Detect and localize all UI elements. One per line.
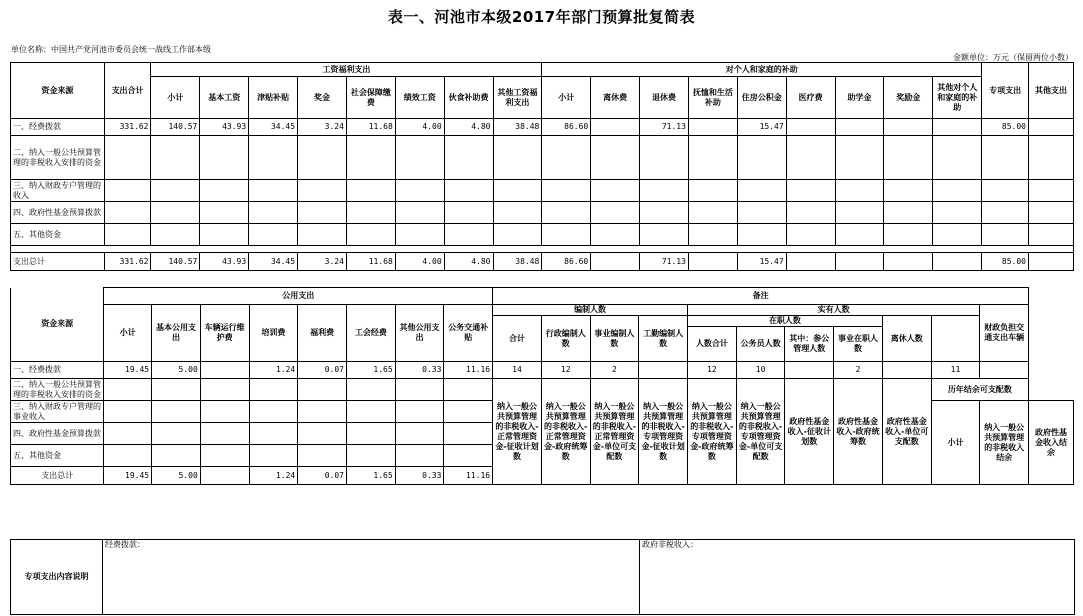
header-wage-col: 基本工资 [200, 77, 249, 119]
cell-public [395, 401, 444, 423]
cell-actual: 2 [834, 362, 883, 379]
cell-public [249, 423, 298, 445]
cell-wage [346, 136, 395, 180]
cell-wage: 3.24 [298, 253, 347, 271]
cell-family: 71.13 [640, 119, 689, 136]
cell-other [1029, 253, 1074, 271]
cell-wage [444, 180, 493, 202]
cell-wage [346, 180, 395, 202]
cell-public [444, 445, 493, 467]
header-actual-col: 人数合计 [688, 327, 737, 362]
cell-family [884, 119, 933, 136]
cell-wage: 43.93 [200, 253, 249, 271]
cell-family [884, 224, 933, 246]
cell-wage: 4.00 [395, 253, 444, 271]
cell-family [737, 136, 786, 180]
cell-wage [395, 202, 444, 224]
cell-family [786, 119, 835, 136]
cell-family [688, 202, 737, 224]
cell-wage [493, 136, 542, 180]
header-staffing: 编制人数 [493, 305, 688, 316]
row-label: 一、经费拨款 [11, 362, 104, 379]
cell-total [104, 180, 151, 202]
cell-public [298, 401, 347, 423]
header-public-col: 公务交通补贴 [444, 305, 493, 362]
header-public-col: 车辆运行维护费 [200, 305, 249, 362]
cell-wage [298, 180, 347, 202]
cell-family [688, 136, 737, 180]
cell-other [1029, 136, 1074, 180]
cell-wage: 4.00 [395, 119, 444, 136]
cell-family [542, 202, 591, 224]
report-title: 表一、河池市本级2017年部门预算批复简表 [387, 8, 696, 26]
header-prior-col: 纳入一般公共预算管理的非税收入结余 [980, 401, 1029, 485]
cell-public: 11.16 [444, 362, 493, 379]
header-family-col: 住房公积金 [737, 77, 786, 119]
cell-family [933, 119, 982, 136]
cell-public: 19.45 [104, 467, 152, 485]
cell-family: 86.60 [542, 253, 591, 271]
cell-family [835, 119, 884, 136]
cell-actual-retired: 11 [931, 362, 980, 379]
cell-actual [882, 362, 931, 379]
cell-public: 11.16 [444, 467, 493, 485]
cell-wage [493, 202, 542, 224]
header-income-col: 纳入一般公共预算管理的非税收入-专项管理资金-政府统筹数 [688, 379, 737, 485]
cell-staff: 2 [590, 362, 639, 379]
money-unit: 金额单位：万元（保留两位小数） [953, 53, 1073, 62]
header-finance-vehicle: 财政负担交通支出车辆 [980, 305, 1029, 362]
header-family-col: 离休费 [591, 77, 640, 119]
cell-family: 15.47 [737, 253, 786, 271]
special-notes-table [10, 539, 1075, 615]
cell-family [737, 202, 786, 224]
cell-public: 1.65 [346, 467, 395, 485]
cell-family: 15.47 [737, 119, 786, 136]
header-actual-col: 其中：参公管理人数 [785, 327, 834, 362]
header-staff-col: 事业编制人数 [590, 316, 639, 362]
header-staff-col: 工勤编制人数 [639, 316, 688, 362]
cell-public [104, 423, 152, 445]
special-notes-label: 专项支出内容说明 [11, 540, 103, 615]
cell-public [444, 379, 493, 401]
cell-other [1029, 224, 1074, 246]
row-label: 五、其他资金 [11, 445, 104, 467]
header-wage-col: 其他工资福利支出 [493, 77, 542, 119]
cell-wage: 38.48 [493, 119, 542, 136]
cell-other [1029, 180, 1074, 202]
header-wage-col: 津贴补贴 [249, 77, 298, 119]
header-actual-col: 公务员人数 [736, 327, 785, 362]
header-public-col: 工会经费 [346, 305, 395, 362]
table-row [11, 136, 1074, 180]
cell-wage: 43.93 [200, 119, 249, 136]
row-label: 三、纳入财政专户管理的收入 [11, 180, 105, 202]
cell-family [542, 224, 591, 246]
header-special: 专项支出 [982, 63, 1029, 119]
header-wage-col: 社会保障缴费 [346, 77, 395, 119]
row-label: 四、政府性基金预算拨款 [11, 423, 104, 445]
cell-special [982, 224, 1029, 246]
special-notes-funds: 经费拨款： [103, 540, 640, 615]
cell-special [982, 136, 1029, 180]
cell-wage [346, 224, 395, 246]
cell-public: 1.65 [346, 362, 395, 379]
cell-family [640, 136, 689, 180]
header-family-col: 小计 [542, 77, 591, 119]
cell-actual [785, 362, 834, 379]
row-label: 支出总计 [11, 467, 104, 485]
cell-wage [395, 180, 444, 202]
cell-wage [395, 136, 444, 180]
cell-wage [249, 136, 298, 180]
header-public-col: 福利费 [298, 305, 347, 362]
cell-public [152, 401, 201, 423]
cell-family [591, 180, 640, 202]
cell-public [152, 423, 201, 445]
row-label: 三、纳入财政专户管理的事业收入 [11, 401, 104, 423]
cell-family [835, 202, 884, 224]
header-wage-group: 工资福利支出 [151, 63, 542, 77]
cell-total: 331.62 [104, 253, 151, 271]
cell-family [933, 202, 982, 224]
header-retired-off: 离休人数 [882, 316, 931, 362]
cell-public: 0.33 [395, 467, 444, 485]
cell-wage [298, 224, 347, 246]
cell-public: 1.24 [249, 362, 298, 379]
header-incumbent: 在职人数 [688, 316, 883, 327]
cell-family [640, 180, 689, 202]
cell-wage [493, 224, 542, 246]
cell-wage [444, 224, 493, 246]
header-family-col: 抚恤和生活补助 [688, 77, 737, 119]
cell-family [591, 119, 640, 136]
cell-special [982, 202, 1029, 224]
cell-public [346, 423, 395, 445]
cell-family [786, 224, 835, 246]
header-wage-col: 伙食补助费 [444, 77, 493, 119]
cell-public [200, 445, 249, 467]
header-source-2: 资金来源 [11, 288, 104, 362]
cell-family [786, 253, 835, 271]
cell-total [104, 224, 151, 246]
cell-wage [346, 202, 395, 224]
header-actual: 实有人数 [688, 305, 980, 316]
cell-family [640, 224, 689, 246]
cell-public [200, 401, 249, 423]
cell-staff: 14 [493, 362, 542, 379]
cell-public [395, 445, 444, 467]
table-row [11, 119, 1074, 136]
cell-public [395, 379, 444, 401]
header-family-col: 其他对个人和家庭的补助 [933, 77, 982, 119]
header-public-group: 公用支出 [104, 288, 493, 305]
cell-public [346, 379, 395, 401]
cell-public [200, 379, 249, 401]
cell-family [884, 253, 933, 271]
cell-wage: 3.24 [298, 119, 347, 136]
cell-public [200, 362, 249, 379]
cell-public [152, 379, 201, 401]
cell-family [835, 253, 884, 271]
header-income-col: 纳入一般公共预算管理的非税收入-专项管理资金-单位可支配数 [736, 379, 785, 485]
header-staff-col: 合计 [493, 316, 542, 362]
row-label: 二、纳入一般公共预算管理的非税收入安排的资金 [11, 136, 105, 180]
cell-total [104, 202, 151, 224]
cell-family [786, 202, 835, 224]
header-prior-year: 历年结余可支配数 [931, 379, 1028, 401]
cell-total: 331.62 [104, 119, 151, 136]
row-label: 四、政府性基金预算拨款 [11, 202, 105, 224]
row-label: 一、经费拨款 [11, 119, 105, 136]
cell-wage: 11.68 [346, 119, 395, 136]
cell-wage [249, 202, 298, 224]
cell-wage: 140.57 [151, 253, 200, 271]
cell-family [542, 136, 591, 180]
cell-wage: 11.68 [346, 253, 395, 271]
header-income-col: 政府性基金收入-单位可支配数 [882, 379, 931, 485]
cell-wage [151, 224, 200, 246]
cell-family [835, 180, 884, 202]
header-wage-col: 绩效工资 [395, 77, 444, 119]
table-row [11, 253, 1074, 271]
header-income-col: 纳入一般公共预算管理的非税收入-正常管理资金-征收计划数 [493, 379, 542, 485]
special-notes-nontax: 政府非税收入： [640, 540, 1075, 615]
cell-public [298, 423, 347, 445]
table-row [11, 362, 1074, 379]
header-wage-col: 奖金 [298, 77, 347, 119]
cell-wage [200, 202, 249, 224]
header-public-col: 培训费 [249, 305, 298, 362]
header-total: 支出合计 [104, 63, 151, 119]
cell-family [884, 136, 933, 180]
cell-public [249, 445, 298, 467]
cell-family [933, 224, 982, 246]
cell-other [1029, 119, 1074, 136]
cell-actual: 12 [688, 362, 737, 379]
cell-public: 0.07 [298, 467, 347, 485]
cell-wage [151, 202, 200, 224]
cell-wage [200, 224, 249, 246]
cell-public: 5.00 [152, 467, 201, 485]
cell-other [1029, 202, 1074, 224]
cell-family [835, 136, 884, 180]
cell-family [884, 202, 933, 224]
table-row [11, 224, 1074, 246]
cell-public [444, 423, 493, 445]
cell-family [591, 253, 640, 271]
header-public-col: 其他公用支出 [395, 305, 444, 362]
cell-wage [249, 180, 298, 202]
cell-public [298, 445, 347, 467]
cell-special: 85.00 [982, 119, 1029, 136]
cell-family [933, 136, 982, 180]
cell-family: 86.60 [542, 119, 591, 136]
cell-family [737, 224, 786, 246]
cell-wage [200, 136, 249, 180]
header-income-col: 纳入一般公共预算管理的非税收入-专项管理资金-征收计划数 [639, 379, 688, 485]
row-label: 五、其他资金 [11, 224, 105, 246]
cell-family [688, 119, 737, 136]
cell-family [933, 253, 982, 271]
cell-staff [639, 362, 688, 379]
cell-public [298, 379, 347, 401]
header-family-col: 医疗费 [786, 77, 835, 119]
header-income-col: 政府性基金收入-征收计划数 [785, 379, 834, 485]
cell-family [542, 180, 591, 202]
header-source: 资金来源 [11, 63, 105, 119]
cell-wage: 4.80 [444, 119, 493, 136]
header-income-col: 纳入一般公共预算管理的非税收入-正常管理资金-政府统筹数 [541, 379, 590, 485]
header-other: 其他支出 [1029, 63, 1074, 119]
cell-family [933, 180, 982, 202]
cell-public: 0.07 [298, 362, 347, 379]
cell-family: 71.13 [640, 253, 689, 271]
cell-public [249, 379, 298, 401]
header-wage-col: 小计 [151, 77, 200, 119]
cell-public [152, 445, 201, 467]
header-family-col: 退休费 [640, 77, 689, 119]
cell-wage [249, 224, 298, 246]
cell-wage [151, 180, 200, 202]
row-label: 二、纳入一般公共预算管理的非税收入安排的资金 [11, 379, 104, 401]
cell-family [688, 253, 737, 271]
header-note-group: 备注 [493, 288, 1029, 305]
cell-family [591, 136, 640, 180]
cell-family [884, 180, 933, 202]
header-public-col: 小计 [104, 305, 152, 362]
budget-table-public [10, 287, 1074, 485]
row-label: 支出总计 [11, 253, 105, 271]
cell-wage [200, 180, 249, 202]
cell-family [591, 202, 640, 224]
cell-public: 5.00 [152, 362, 201, 379]
cell-wage [298, 136, 347, 180]
cell-wage: 34.45 [249, 119, 298, 136]
cell-wage: 140.57 [151, 119, 200, 136]
cell-special: 85.00 [982, 253, 1029, 271]
cell-fin [980, 362, 1029, 379]
cell-wage [444, 202, 493, 224]
cell-wage: 4.80 [444, 253, 493, 271]
cell-family [835, 224, 884, 246]
header-prior-col: 政府性基金收入结余 [1029, 401, 1074, 485]
table-row [11, 379, 1074, 401]
header-income-col: 政府性基金收入-政府统筹数 [834, 379, 883, 485]
cell-family [640, 202, 689, 224]
cell-family [591, 224, 640, 246]
header-prior-col: 小计 [931, 401, 980, 485]
table-row [11, 202, 1074, 224]
cell-public [249, 401, 298, 423]
budget-table-wage [10, 62, 1074, 271]
cell-public [395, 423, 444, 445]
cell-public: 19.45 [104, 362, 152, 379]
cell-wage [444, 136, 493, 180]
header-income-col: 纳入一般公共预算管理的非税收入-正常管理资金-单位可支配数 [590, 379, 639, 485]
cell-actual: 10 [736, 362, 785, 379]
cell-public [104, 379, 152, 401]
cell-public [200, 423, 249, 445]
cell-special [982, 180, 1029, 202]
cell-wage [493, 180, 542, 202]
cell-public [104, 445, 152, 467]
cell-public: 1.24 [249, 467, 298, 485]
cell-family [688, 180, 737, 202]
cell-family [786, 136, 835, 180]
cell-family [786, 180, 835, 202]
header-family-col: 奖励金 [884, 77, 933, 119]
spacer [11, 246, 1074, 253]
cell-family [688, 224, 737, 246]
header-family-col: 助学金 [835, 77, 884, 119]
cell-staff: 12 [541, 362, 590, 379]
cell-wage [395, 224, 444, 246]
cell-wage [151, 136, 200, 180]
cell-total [104, 136, 151, 180]
cell-public [346, 445, 395, 467]
cell-wage [298, 202, 347, 224]
header-public-col: 基本公用支出 [152, 305, 201, 362]
header-staff-col: 行政编制人数 [541, 316, 590, 362]
cell-family [737, 180, 786, 202]
table-row [11, 180, 1074, 202]
header-family-group: 对个人和家庭的补助 [542, 63, 982, 77]
cell-public [346, 401, 395, 423]
cell-wage: 34.45 [249, 253, 298, 271]
cell-public [104, 401, 152, 423]
cell-public: 0.33 [395, 362, 444, 379]
unit-name: 单位名称：中国共产党河池市委员会统一战线工作部本级 [11, 45, 211, 54]
cell-public [200, 467, 249, 485]
header-actual-col: 事业在职人数 [834, 327, 883, 362]
cell-public [444, 401, 493, 423]
cell-wage: 38.48 [493, 253, 542, 271]
